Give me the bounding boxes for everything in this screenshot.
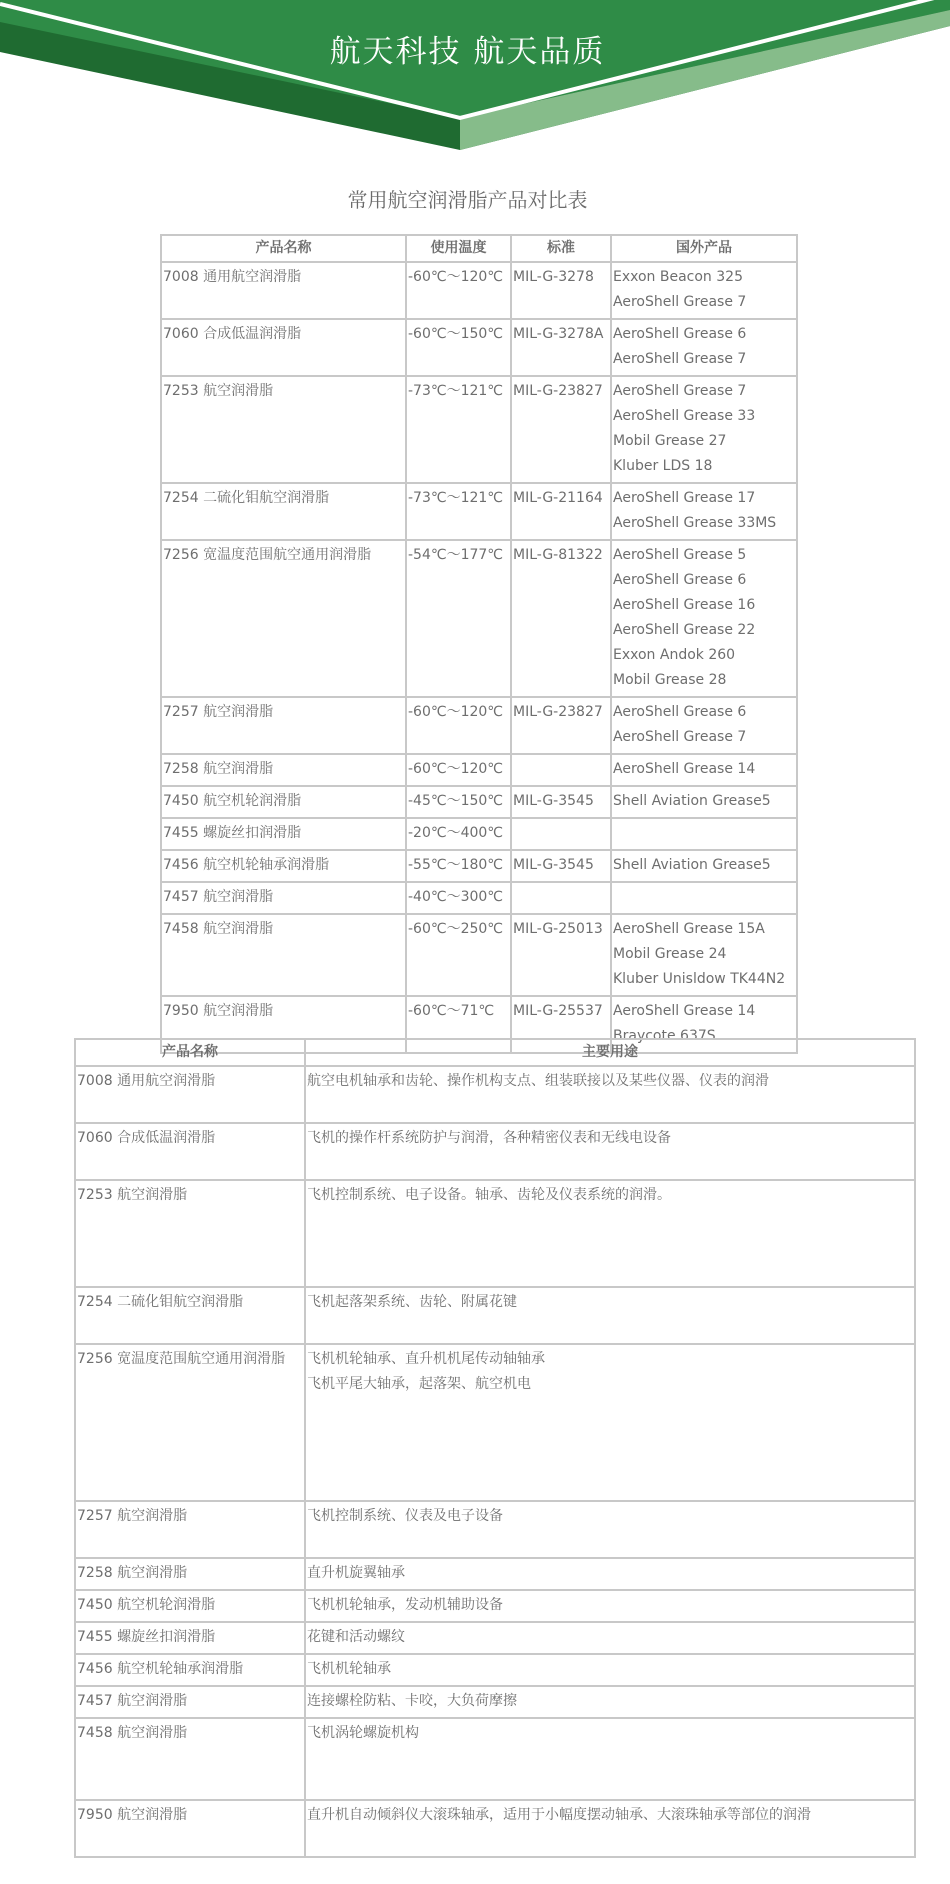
usage-item: 飞机的操作杆系统防护与润滑，各种精密仪表和无线电设备	[307, 1130, 671, 1146]
table-row	[75, 1800, 915, 1857]
temperature-cell: -73℃～121℃	[406, 483, 511, 540]
foreign-products-cell	[611, 786, 797, 818]
usage-item: 飞机控制系统、仪表及电子设备	[307, 1508, 503, 1524]
foreign-products-cell	[611, 850, 797, 882]
foreign-products-cell	[611, 483, 797, 540]
usage-item: 飞机控制系统、电子设备。轴承、齿轮及仪表系统的润滑。	[307, 1187, 671, 1203]
usage-item: 航空电机轴承和齿轮、操作机构支点、组装联接以及某些仪器、仪表的润滑	[307, 1073, 769, 1089]
temperature-cell: -54℃～177℃	[406, 540, 511, 697]
header-product-name: 产品名称	[161, 235, 406, 262]
foreign-products-cell	[611, 754, 797, 786]
foreign-products-cell	[611, 540, 797, 697]
temperature-cell: -60℃～71℃	[406, 996, 511, 1053]
foreign-product-item: Mobil Grease 27	[613, 433, 727, 449]
standard-cell: MIL-G-3545	[511, 850, 611, 882]
foreign-products-cell	[611, 914, 797, 996]
foreign-products-cell	[611, 882, 797, 914]
standard-cell: MIL-G-3278A	[511, 319, 611, 376]
table-row	[161, 540, 797, 697]
foreign-products-cell	[611, 262, 797, 319]
table-row	[161, 262, 797, 319]
product-name-cell: 7456 航空机轮轴承润滑脂	[75, 1654, 305, 1686]
product-name-cell: 7254 二硫化钼航空润滑脂	[161, 483, 406, 540]
temperature-cell: -60℃～120℃	[406, 262, 511, 319]
standard-cell: MIL-G-25537	[511, 996, 611, 1053]
table-row	[161, 914, 797, 996]
product-name-cell: 7060 合成低温润滑脂	[75, 1123, 305, 1180]
foreign-products-cell	[611, 319, 797, 376]
usage-item: 飞机机轮轴承	[307, 1661, 391, 1677]
usage-cell	[305, 1180, 915, 1287]
usage-table-body	[75, 1066, 915, 1857]
usage-cell	[305, 1066, 915, 1123]
standard-cell	[511, 754, 611, 786]
product-name-cell: 7008 通用航空润滑脂	[161, 262, 406, 319]
usage-item: 连接螺栓防粘、卡咬，大负荷摩擦	[307, 1693, 517, 1709]
usage-cell	[305, 1558, 915, 1590]
foreign-product-item: AeroShell Grease 6	[613, 704, 747, 720]
standard-cell: MIL-G-3278	[511, 262, 611, 319]
foreign-products-cell	[611, 818, 797, 850]
temperature-cell: -60℃～250℃	[406, 914, 511, 996]
temperature-cell: -60℃～120℃	[406, 697, 511, 754]
foreign-product-item: AeroShell Grease 16	[613, 597, 756, 613]
product-name-cell: 7450 航空机轮润滑脂	[161, 786, 406, 818]
usage-item: 花键和活动螺纹	[307, 1629, 405, 1645]
foreign-product-item: AeroShell Grease 33	[613, 408, 756, 424]
product-name-cell: 7458 航空润滑脂	[75, 1718, 305, 1800]
foreign-product-item: AeroShell Grease 7	[613, 294, 747, 310]
product-name-cell: 7256 宽温度范围航空通用润滑脂	[161, 540, 406, 697]
usage-cell	[305, 1622, 915, 1654]
usage-item: 飞机机轮轴承、直升机机尾传动轴轴承	[307, 1351, 545, 1367]
table-row	[161, 319, 797, 376]
product-name-cell: 7257 航空润滑脂	[161, 697, 406, 754]
product-name-cell: 7455 螺旋丝扣润滑脂	[75, 1622, 305, 1654]
standard-cell: MIL-G-3545	[511, 786, 611, 818]
product-name-cell: 7257 航空润滑脂	[75, 1501, 305, 1558]
foreign-product-item: Shell Aviation Grease5	[613, 857, 771, 873]
standard-cell	[511, 818, 611, 850]
temperature-cell: -40℃～300℃	[406, 882, 511, 914]
usage-item: 飞机涡轮螺旋机构	[307, 1725, 419, 1741]
header-banner	[0, 0, 950, 150]
temperature-cell: -45℃～150℃	[406, 786, 511, 818]
usage-item: 飞机平尾大轴承，起落架、航空机电	[307, 1376, 531, 1392]
table-row	[75, 1718, 915, 1800]
temperature-cell: -60℃～150℃	[406, 319, 511, 376]
table-row	[75, 1590, 915, 1622]
usage-cell	[305, 1123, 915, 1180]
table-row	[161, 483, 797, 540]
table-row	[75, 1180, 915, 1287]
product-name-cell: 7457 航空润滑脂	[161, 882, 406, 914]
table-row	[75, 1501, 915, 1558]
product-name-cell: 7456 航空机轮轴承润滑脂	[161, 850, 406, 882]
foreign-product-item: Braycote 637S	[613, 1028, 716, 1044]
usage-cell	[305, 1501, 915, 1558]
product-name-cell: 7950 航空润滑脂	[161, 996, 406, 1053]
table-row	[75, 1344, 915, 1501]
usage-item: 飞机机轮轴承，发动机辅助设备	[307, 1597, 503, 1613]
usage-cell	[305, 1590, 915, 1622]
foreign-product-item: AeroShell Grease 7	[613, 351, 747, 367]
usage-cell	[305, 1287, 915, 1344]
table-row	[161, 376, 797, 483]
foreign-product-item: Mobil Grease 24	[613, 946, 727, 962]
foreign-product-item: AeroShell Grease 22	[613, 622, 756, 638]
foreign-product-item: Shell Aviation Grease5	[613, 793, 771, 809]
foreign-product-item: AeroShell Grease 7	[613, 729, 747, 745]
product-name-cell: 7457 航空润滑脂	[75, 1686, 305, 1718]
header-foreign-products: 国外产品	[611, 235, 797, 262]
product-name-cell: 7008 通用航空润滑脂	[75, 1066, 305, 1123]
product-name-cell: 7455 螺旋丝扣润滑脂	[161, 818, 406, 850]
comparison-table	[160, 234, 798, 1054]
header-temperature: 使用温度	[406, 235, 511, 262]
table-row	[161, 786, 797, 818]
table-row	[75, 1558, 915, 1590]
product-name-cell: 7450 航空机轮润滑脂	[75, 1590, 305, 1622]
header-standard: 标准	[511, 235, 611, 262]
foreign-product-item: Exxon Beacon 325	[613, 269, 743, 285]
foreign-product-item: Kluber Unisldow TK44N2	[613, 971, 786, 987]
usage-cell	[305, 1800, 915, 1857]
foreign-products-cell	[611, 376, 797, 483]
header-product-name: 产品名称	[75, 1039, 305, 1066]
comparison-table-body	[161, 262, 797, 1053]
product-name-cell: 7256 宽温度范围航空通用润滑脂	[75, 1344, 305, 1501]
banner-title: 航天科技 航天品质	[329, 34, 606, 70]
standard-cell: MIL-G-81322	[511, 540, 611, 697]
product-name-cell: 7253 航空润滑脂	[75, 1180, 305, 1287]
header-main-usage: 主要用途	[305, 1039, 915, 1066]
usage-item: 飞机起落架系统、齿轮、附属花键	[307, 1294, 517, 1310]
standard-cell: MIL-G-23827	[511, 697, 611, 754]
product-name-cell: 7254 二硫化钼航空润滑脂	[75, 1287, 305, 1344]
usage-cell	[305, 1654, 915, 1686]
foreign-product-item: AeroShell Grease 6	[613, 572, 747, 588]
foreign-product-item: Kluber LDS 18	[613, 458, 713, 474]
temperature-cell: -60℃～120℃	[406, 754, 511, 786]
product-name-cell: 7950 航空润滑脂	[75, 1800, 305, 1857]
table-row	[75, 1622, 915, 1654]
table-row	[75, 1287, 915, 1344]
temperature-cell: -20℃～400℃	[406, 818, 511, 850]
table-row	[161, 818, 797, 850]
table-row	[75, 1686, 915, 1718]
standard-cell: MIL-G-25013	[511, 914, 611, 996]
temperature-cell: -73℃～121℃	[406, 376, 511, 483]
product-name-cell: 7253 航空润滑脂	[161, 376, 406, 483]
page-title: 常用航空润滑脂产品对比表	[347, 188, 588, 212]
foreign-product-item: AeroShell Grease 14	[613, 1003, 756, 1019]
usage-table-header-row	[75, 1039, 915, 1066]
table-row	[161, 754, 797, 786]
usage-table	[74, 1038, 916, 1858]
foreign-product-item: AeroShell Grease 33MS	[613, 515, 777, 531]
foreign-products-cell	[611, 697, 797, 754]
table-row	[75, 1654, 915, 1686]
foreign-product-item: AeroShell Grease 14	[613, 761, 756, 777]
product-name-cell: 7258 航空润滑脂	[161, 754, 406, 786]
comparison-table-header-row	[161, 235, 797, 262]
foreign-product-item: Exxon Andok 260	[613, 647, 736, 663]
usage-cell	[305, 1686, 915, 1718]
foreign-product-item: AeroShell Grease 17	[613, 490, 756, 506]
product-name-cell: 7258 航空润滑脂	[75, 1558, 305, 1590]
usage-cell	[305, 1718, 915, 1800]
table-row	[161, 882, 797, 914]
foreign-product-item: AeroShell Grease 6	[613, 326, 747, 342]
foreign-product-item: AeroShell Grease 5	[613, 547, 747, 563]
product-name-cell: 7458 航空润滑脂	[161, 914, 406, 996]
standard-cell	[511, 882, 611, 914]
table-row	[75, 1066, 915, 1123]
usage-item: 直升机旋翼轴承	[307, 1565, 405, 1581]
usage-cell	[305, 1344, 915, 1501]
standard-cell: MIL-G-23827	[511, 376, 611, 483]
usage-item: 直升机自动倾斜仪大滚珠轴承，适用于小幅度摆动轴承、大滚珠轴承等部位的润滑	[307, 1807, 811, 1823]
foreign-product-item: AeroShell Grease 7	[613, 383, 747, 399]
table-row	[161, 850, 797, 882]
table-row	[75, 1123, 915, 1180]
table-row	[161, 697, 797, 754]
temperature-cell: -55℃～180℃	[406, 850, 511, 882]
foreign-product-item: AeroShell Grease 15A	[613, 921, 765, 937]
product-name-cell: 7060 合成低温润滑脂	[161, 319, 406, 376]
standard-cell: MIL-G-21164	[511, 483, 611, 540]
foreign-product-item: Mobil Grease 28	[613, 672, 727, 688]
